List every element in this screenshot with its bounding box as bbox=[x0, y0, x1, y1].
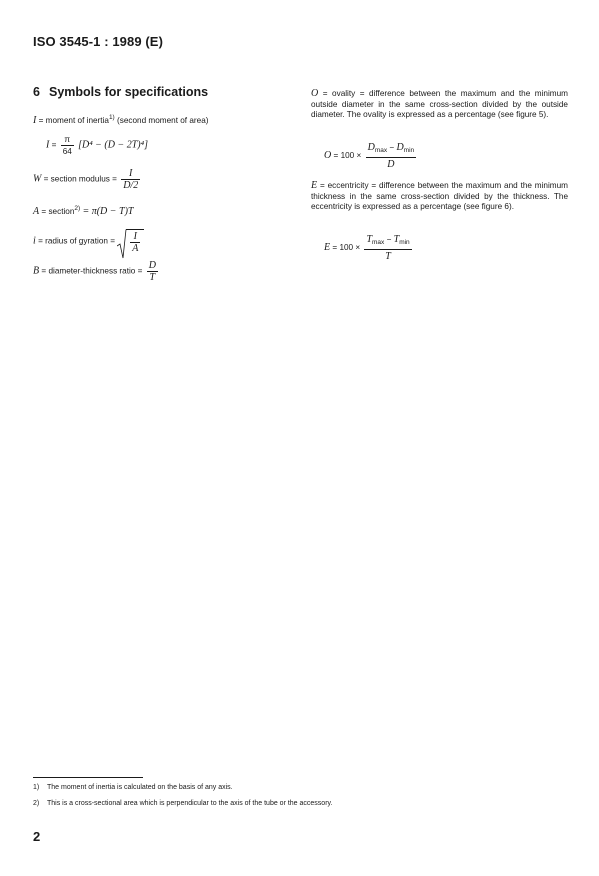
footnote-divider bbox=[33, 777, 143, 778]
ovality-symbol: O bbox=[311, 88, 319, 99]
section-area-definition bbox=[33, 203, 133, 217]
footnote-1-text: The moment of inertia is calculated on the basis of any axis. bbox=[47, 784, 233, 791]
eccentricity-numerator bbox=[364, 233, 411, 249]
eccentricity-minus: − bbox=[384, 235, 394, 244]
gyration-label: = radius of gyration = bbox=[38, 236, 115, 246]
document-header: ISO 3545-1 : 1989 (E) bbox=[33, 34, 163, 49]
modulus-definition bbox=[33, 168, 142, 191]
ovality-fraction bbox=[366, 141, 417, 171]
ovality-minus: − bbox=[387, 143, 397, 152]
eccentricity-formula bbox=[324, 233, 414, 263]
section-title-text: Symbols for specifications bbox=[49, 85, 209, 99]
eccentricity-tmin: T bbox=[393, 234, 400, 245]
ovality-dmax: D bbox=[367, 142, 375, 153]
inertia-eq-sign: = bbox=[51, 140, 57, 150]
inertia-pi: π bbox=[64, 135, 71, 144]
eccentricity-tmax: T bbox=[366, 234, 373, 245]
dt-ratio-label: = diameter-thickness ratio = bbox=[41, 266, 143, 276]
ovality-eq-lhs: O bbox=[324, 150, 332, 162]
inertia-eq-lhs: I bbox=[46, 139, 50, 151]
modulus-symbol: W bbox=[33, 173, 42, 185]
modulus-fraction bbox=[121, 168, 140, 191]
ovality-denominator: D bbox=[366, 157, 417, 171]
eccentricity-definition bbox=[311, 181, 568, 213]
dt-ratio-num: D bbox=[148, 260, 156, 271]
dt-ratio-den: T bbox=[147, 271, 158, 283]
gyration-fraction bbox=[130, 231, 140, 254]
ovality-definition bbox=[311, 89, 568, 121]
footnote-1-label: 1) bbox=[33, 784, 40, 791]
modulus-num: I bbox=[129, 168, 133, 179]
section-area-label: = section bbox=[41, 207, 75, 216]
inertia-formula bbox=[46, 134, 148, 157]
footnote-2 bbox=[33, 799, 332, 808]
ovality-dmax-sub: max bbox=[374, 147, 388, 154]
ovality-dmin-sub: min bbox=[403, 147, 415, 154]
ovality-numerator bbox=[366, 141, 417, 157]
eccentricity-eq-mid: = 100 × bbox=[332, 243, 361, 253]
dt-ratio-definition bbox=[33, 260, 160, 283]
ovality-formula bbox=[324, 141, 418, 171]
eccentricity-symbol: E bbox=[311, 180, 318, 191]
section-number: 6 bbox=[33, 85, 40, 99]
inertia-paren: (second moment of area) bbox=[117, 116, 209, 125]
sqrt-sign bbox=[117, 229, 144, 254]
ovality-eq-mid: = 100 × bbox=[333, 151, 362, 161]
gyration-den: A bbox=[132, 243, 139, 254]
eccentricity-tmin-sub: min bbox=[399, 239, 410, 246]
ovality-dmin: D bbox=[396, 142, 404, 153]
modulus-label: = section modulus = bbox=[43, 174, 117, 184]
page-number: 2 bbox=[33, 829, 41, 844]
gyration-symbol: i bbox=[33, 235, 36, 247]
eccentricity-tmax-sub: max bbox=[372, 239, 385, 246]
gyration-num: I bbox=[133, 231, 137, 242]
section-area-rhs: = π(D − T)T bbox=[82, 206, 134, 217]
inertia-bracket: [D⁴ − (D − 2T)⁴] bbox=[78, 139, 148, 151]
dt-ratio-symbol: B bbox=[33, 265, 40, 277]
modulus-den: D/2 bbox=[123, 180, 139, 191]
footnote-2-text: This is a cross-sectional area which is perpendicular to the axis of the tube or the accessory. bbox=[47, 800, 333, 807]
eccentricity-fraction bbox=[364, 233, 411, 263]
eccentricity-text: = eccentricity = difference between the maximum and the minimum thickness in the same cross-section divided by the thickness. The eccentricity is expressed as a percentage (see figure 6). bbox=[311, 181, 569, 212]
inertia-label: = moment of inertia bbox=[38, 116, 109, 125]
inertia-footnote-ref: 1) bbox=[108, 114, 115, 121]
footnote-1 bbox=[33, 783, 233, 792]
footnote-2-label: 2) bbox=[33, 800, 40, 807]
inertia-den: 64 bbox=[62, 147, 72, 156]
gyration-definition bbox=[33, 229, 144, 254]
inertia-definition bbox=[33, 112, 208, 126]
eccentricity-denominator: T bbox=[364, 249, 411, 263]
dt-ratio-fraction bbox=[147, 260, 158, 283]
eccentricity-eq-lhs: E bbox=[324, 242, 331, 254]
inertia-fraction bbox=[61, 134, 74, 157]
section-title bbox=[33, 85, 208, 99]
section-area-footnote-ref: 2) bbox=[74, 205, 81, 212]
inertia-symbol: I bbox=[33, 115, 37, 126]
ovality-text: = ovality = difference between the maximum and the minimum outside diameter in the same cross-section divided by the outside diameter. The ovality is expressed as a percentage (see figure 5). bbox=[311, 89, 568, 120]
section-area-symbol: A bbox=[33, 206, 40, 217]
